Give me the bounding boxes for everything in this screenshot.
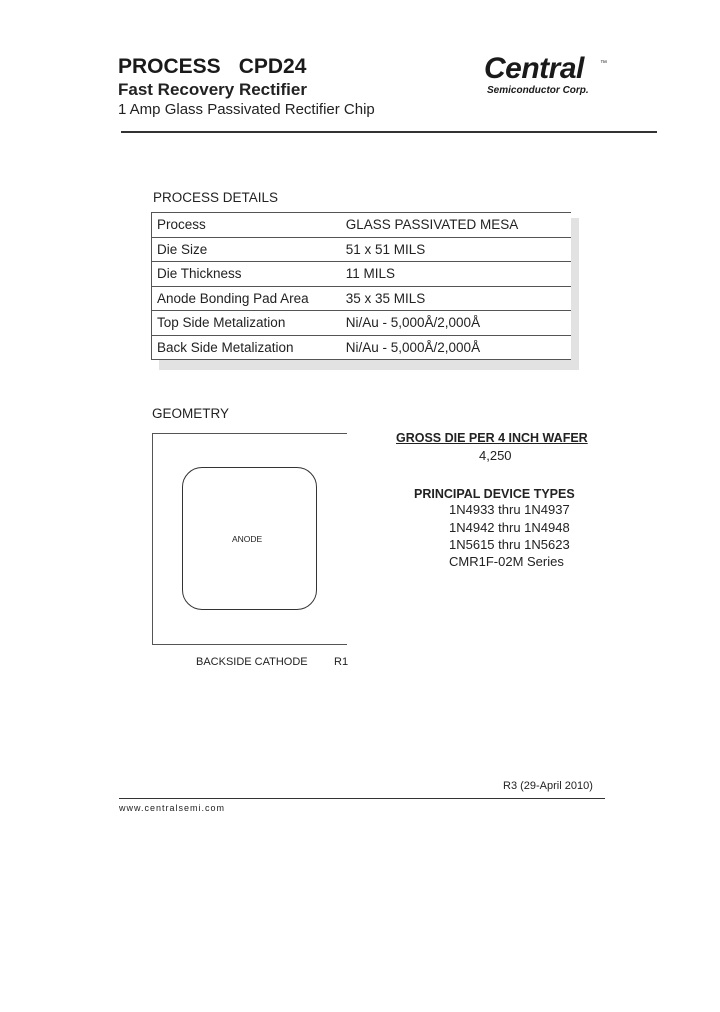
anode-label: ANODE — [232, 534, 263, 544]
geometry-revision-label: R1 — [334, 656, 349, 668]
website-link[interactable]: www.centralsemi.com — [119, 803, 226, 813]
row-value: 35 x 35 MILS — [341, 286, 571, 311]
part-number: CPD24 — [238, 55, 307, 78]
process-details-table — [151, 212, 571, 360]
row-label: Die Size — [152, 237, 341, 262]
header-divider — [121, 131, 657, 133]
table-row — [152, 213, 572, 238]
device-type-item: 1N5615 thru 1N5623 — [449, 537, 570, 552]
table-row — [152, 237, 572, 262]
table-row — [152, 262, 572, 287]
logo-wordmark: Central — [484, 52, 584, 85]
row-value: 51 x 51 MILS — [341, 237, 571, 262]
principal-device-heading: PRINCIPAL DEVICE TYPES — [414, 487, 575, 501]
row-value: 11 MILS — [341, 262, 571, 287]
row-value: Ni/Au - 5,000Å/2,000Å — [341, 311, 571, 336]
row-label: Anode Bonding Pad Area — [152, 286, 341, 311]
footer-divider — [119, 798, 605, 799]
process-details-heading: PROCESS DETAILS — [153, 190, 279, 205]
page-title — [118, 55, 306, 79]
device-type-item: CMR1F-02M Series — [449, 554, 564, 569]
row-value: Ni/Au - 5,000Å/2,000Å — [341, 335, 571, 360]
central-logo — [484, 52, 614, 106]
row-value: GLASS PASSIVATED MESA — [341, 213, 571, 238]
device-type-item: 1N4933 thru 1N4937 — [449, 502, 570, 517]
table-row — [152, 311, 572, 336]
logo-trademark: ™ — [600, 60, 607, 67]
product-subtitle: Fast Recovery Rectifier — [118, 80, 307, 99]
gross-die-value: 4,250 — [479, 448, 512, 463]
row-label: Die Thickness — [152, 262, 341, 287]
table-row — [152, 335, 572, 360]
row-label: Top Side Metalization — [152, 311, 341, 336]
backside-cathode-label: BACKSIDE CATHODE — [196, 656, 308, 668]
document-revision: R3 (29-April 2010) — [503, 780, 593, 792]
device-type-item: 1N4942 thru 1N4948 — [449, 520, 570, 535]
row-label: Back Side Metalization — [152, 335, 341, 360]
process-label: PROCESS — [118, 55, 221, 78]
gross-die-heading: GROSS DIE PER 4 INCH WAFER — [396, 431, 588, 445]
logo-subtext: Semiconductor Corp. — [487, 85, 589, 96]
product-description: 1 Amp Glass Passivated Rectifier Chip — [118, 101, 375, 118]
table-row — [152, 286, 572, 311]
geometry-heading: GEOMETRY — [152, 406, 230, 421]
row-label: Process — [152, 213, 341, 238]
